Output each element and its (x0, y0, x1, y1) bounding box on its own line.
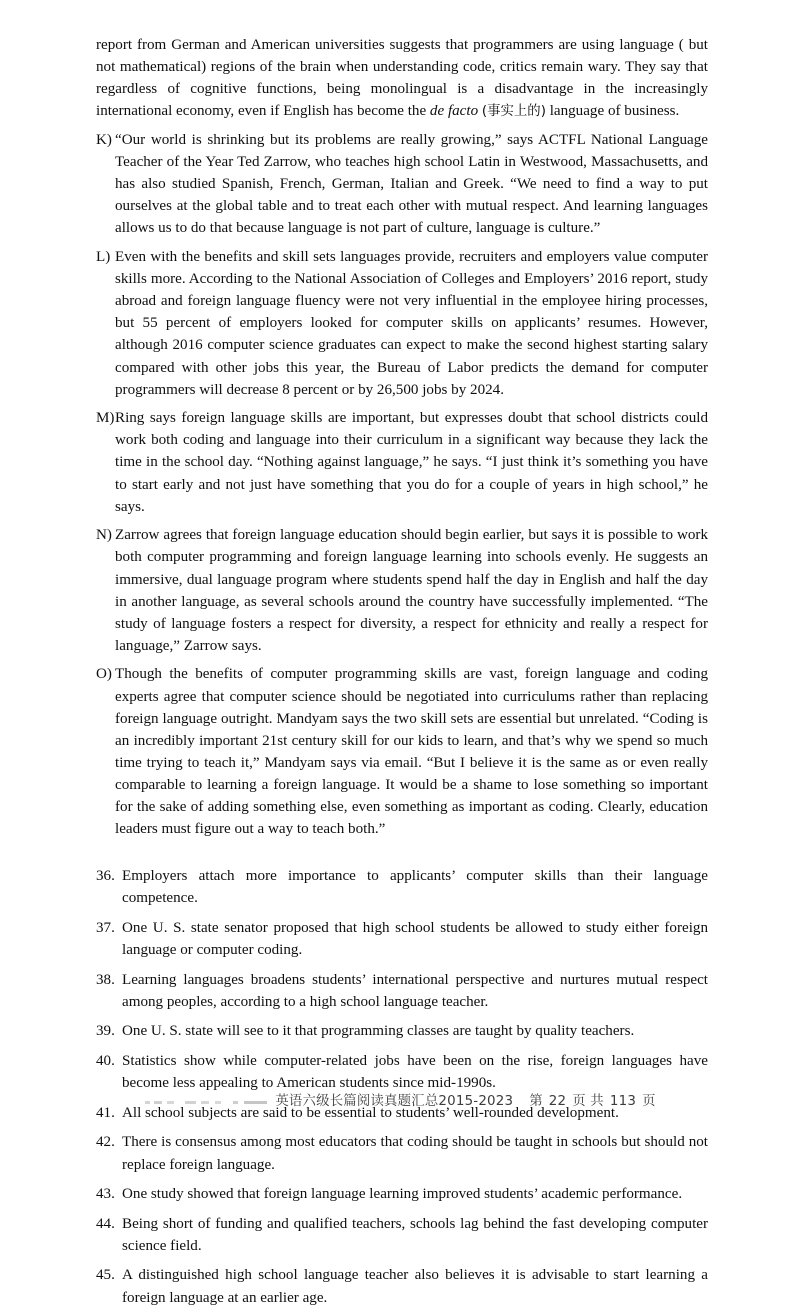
paragraph-body-m: Ring says foreign language skills are important, but expresses doubt that school districts could work both coding and language into their curriculum in a significant way because they lack the time in the school day. “Nothing against language,” he says. “I just think it’s something you have to start early and not just have something that you do for a couple of years in high school,” he says. (115, 410, 708, 515)
question-number: 44. (96, 1215, 115, 1232)
paragraph-label-k: K) (96, 131, 112, 148)
passage-paragraph-l (96, 246, 708, 401)
question-text: All school subjects are said to be essential to students’ well-rounded development. (122, 1104, 619, 1121)
page-footer (0, 1090, 800, 1109)
question-item (96, 1131, 708, 1175)
question-number: 43. (96, 1186, 115, 1203)
paragraph-body-n: Zarrow agrees that foreign language education should begin earlier, but says it is possible to work both computer programming and foreign language learning into schools evenly. He suggests an immersive, dual language program where students spend half the day in English and half the day in another language, as several schools around the country have successfully implemented. “The study of language fosters a respect for diversity, a respect for ethnicity and really a respect for language,” Zarrow says. (115, 527, 708, 654)
question-list (96, 865, 708, 1308)
footer-page-middle: 页 共 (572, 1094, 604, 1109)
italic-term: de facto (429, 103, 479, 120)
question-text: A distinguished high school language teacher also believes it is advisable to start learning a foreign language at an earlier age. (122, 1267, 708, 1306)
footer-page-prefix: 第 (529, 1094, 543, 1109)
question-item (96, 1020, 708, 1042)
paragraph-text-before-italic: report from German and American universities suggests that programmers are using language ( but not mathematical) regions of the brain when understanding code, critics remain wary. They say that regardless of cognitive functions, being monolingual is a disadvantage in the increasingly international economy, even if English has become the (96, 37, 708, 120)
question-number: 36. (96, 868, 115, 885)
question-number: 41. (96, 1104, 115, 1121)
passage-paragraph (96, 34, 708, 122)
question-text: One study showed that foreign language learning improved students’ academic performance. (122, 1186, 683, 1203)
question-text: Statistics show while computer-related jobs have been on the rise, foreign languages have become less appealing to American students since mid-1990s. (122, 1053, 708, 1092)
question-number: 42. (96, 1134, 115, 1151)
question-item (96, 969, 708, 1013)
footer-page-number: 22 (548, 1094, 567, 1109)
paragraph-body-l: Even with the benefits and skill sets languages provide, recruiters and employers value computer skills more. According to the National Association of Colleges and Employers’ 2016 report, study abroad and foreign language fluency were not very influential in the employee hiring processes, but 55 percent of employers looked for computer skills on applicants’ resumes. However, although 2016 computer science graduates can expect to make the second highest starting salary compared with other jobs this year, the Bureau of Labor predicts the demand for computer programmers will decrease 8 percent or by 26,500 jobs by 2024. (115, 248, 708, 398)
question-text: One U. S. state senator proposed that high school students be allowed to study either foreign language or computer coding. (122, 920, 708, 959)
question-item (96, 1213, 708, 1257)
passage-paragraph-m (96, 407, 708, 518)
footer-page-suffix: 页 (642, 1094, 656, 1109)
paragraph-label-l: L) (96, 248, 111, 265)
paragraph-body (96, 34, 708, 122)
footer-title: 英语六级长篇阅读真题汇总2015-2023 (275, 1094, 514, 1109)
paragraph-label-m: M) (96, 410, 115, 427)
scan-artifact-smudge (141, 1098, 269, 1105)
paragraph-label-o: O) (96, 666, 112, 683)
footer-total-pages: 113 (609, 1094, 637, 1109)
question-item (96, 1050, 708, 1094)
paragraph-label-n: N) (96, 527, 112, 544)
question-number: 37. (96, 920, 115, 937)
paragraph-body-o: Though the benefits of computer programming skills are vast, foreign language and coding experts agree that computer science should be negotiated into curriculums rather than replacing foreign language outright. Mandyam says the two skill sets are essential but unrelated. “Coding is an incredibly important 21st century skill for our kids to learn, and that’s why we spend so much time trying to teach it,” Mandyam says via email. “But I believe it is the same as or even really comparable to learning a foreign language. It would be a shame to lose something so important for the sake of adding something else, even something as important as coding. Clearly, education leaders must figure out a way to teach both.” (115, 666, 708, 838)
question-text: Learning languages broadens students’ international perspective and nurtures mutual respect among peoples, according to a high school language teacher. (122, 971, 708, 1010)
passage-paragraphs (96, 34, 708, 840)
question-number: 40. (96, 1053, 115, 1070)
paragraph-text-after-italic: language of business. (545, 103, 680, 120)
question-number: 39. (96, 1023, 115, 1040)
passage-paragraph-n (96, 524, 708, 657)
passage-paragraph-o (96, 663, 708, 840)
question-item (96, 1183, 708, 1205)
question-text: One U. S. state will see to it that programming classes are taught by quality teachers. (122, 1023, 635, 1040)
question-text: Being short of funding and qualified teachers, schools lag behind the fast developing computer science field. (122, 1215, 708, 1254)
footer-page-marker (526, 1090, 658, 1109)
question-number: 38. (96, 971, 115, 988)
question-text: Employers attach more importance to applicants’ computer skills than their language competence. (122, 868, 708, 907)
paragraph-body-k: “Our world is shrinking but its problems are really growing,” says ACTFL National Language Teacher of the Year Ted Zarrow, who teaches high school Latin in Westwood, Massachusetts, and has also studied Spanish, French, German, Italian and Greek. “We need to find a way to put ourselves at the global table and to treat each other with mutual respect. And learning languages allows us to do that because language is not part of culture, language is culture.” (115, 131, 708, 237)
question-number: 45. (96, 1267, 115, 1284)
question-item (96, 865, 708, 909)
question-item (96, 917, 708, 961)
passage-paragraph-k (96, 129, 708, 240)
page-content (96, 34, 708, 1309)
question-item (96, 1264, 708, 1308)
chinese-gloss: (事实上的) (481, 104, 546, 120)
question-text: There is consensus among most educators that coding should be taught in schools but should not replace foreign language. (122, 1134, 708, 1173)
